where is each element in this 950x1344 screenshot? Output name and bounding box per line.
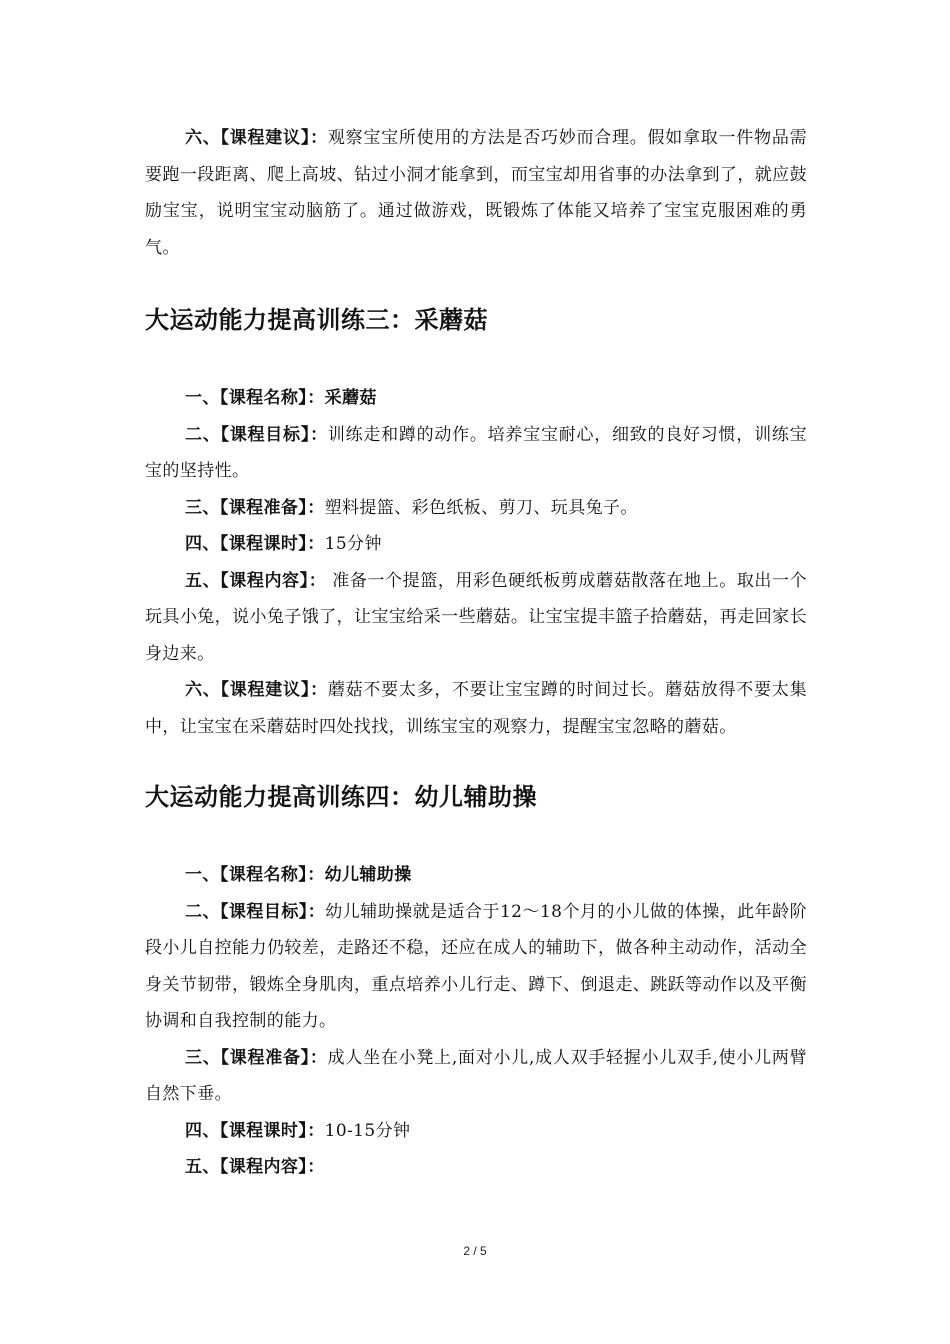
list-item [145,526,807,563]
item-label: 四、【课程课时】： [185,534,325,554]
item-text: 采蘑菇 [324,388,377,408]
item-label: 一、【课程名称】： [185,388,325,408]
item-text: 幼儿辅助操就是适合于12～18个月的小儿做的体操，此年龄阶段小儿自控能力仍较差，走路还不稳，还应在成人的辅助下，做各种主动动作，活动全身关节韧带，锻炼全身肌肉，重点培养小儿行走、蹲下、倒退走、跳跃等动作以及平衡协调和自我控制的能力。 [145,901,807,1031]
list-item [145,857,807,894]
item-text: 塑料提篮、彩色纸板、剪刀、玩具兔子。 [324,497,638,518]
page-content [145,120,807,1186]
item-label: 六、【课程建议】： [185,128,328,148]
item-text: 观察宝宝所使用的方法是否巧妙而合理。假如拿取一件物品需要跑一段距离、爬上高坡、钻过小洞才能拿到，而宝宝却用省事的办法拿到了，就应鼓励宝宝，说明宝宝动脑筋了。通过做游戏，既锻炼了体能又培养了宝宝克服困难的勇气。 [145,128,807,258]
section-3-items [145,380,807,745]
list-item [145,894,807,1040]
item-label: 三、【课程准备】： [185,497,325,518]
item-label: 三、【课程准备】： [185,1047,328,1068]
section-title-4: 大运动能力提高训练四：幼儿辅助操 [145,783,537,811]
item-text: 10-15分钟 [324,1120,411,1141]
item-label: 一、【课程名称】： [185,865,325,885]
list-item [145,563,807,673]
page-number: 2 / 5 [463,1244,487,1258]
item-label: 五、【课程内容】： [185,570,327,591]
list-item [145,1113,807,1150]
list-item [145,1040,807,1113]
item-text: 幼儿辅助操 [324,865,412,885]
list-item [145,672,807,745]
item-label: 六、【课程建议】： [185,680,328,700]
paragraph-course-advice-1 [145,120,807,266]
list-item [145,490,807,527]
item-text: 训练走和蹲的动作。培养宝宝耐心，细致的良好习惯，训练宝宝的坚持性。 [145,424,807,481]
item-text: 蘑菇不要太多，不要让宝宝蹲的时间过长。蘑菇放得不要太集中，让宝宝在采蘑菇时四处找找，训练宝宝的观察力，提醒宝宝忽略的蘑菇。 [145,680,807,737]
list-item [145,1149,807,1186]
item-label: 五、【课程内容】： [185,1157,325,1177]
item-label: 二、【课程目标】： [185,901,326,922]
item-text: 准备一个提篮，用彩色硬纸板剪成蘑菇散落在地上。取出一个玩具小兔，说小兔子饿了，让宝宝给采一些蘑菇。让宝宝提丰篮子拾蘑菇，再走回家长身边来。 [145,570,807,664]
item-text: 成人坐在小凳上,面对小儿,成人双手轻握小儿双手,使小儿两臂自然下垂。 [145,1047,808,1104]
list-item [145,380,807,417]
section-4-items [145,857,807,1186]
item-label: 二、【课程目标】： [185,424,328,445]
item-label: 四、【课程课时】： [185,1120,325,1141]
item-text: 15分钟 [324,534,382,554]
list-item [145,417,807,490]
section-title-3: 大运动能力提高训练三：采蘑菇 [145,306,488,334]
